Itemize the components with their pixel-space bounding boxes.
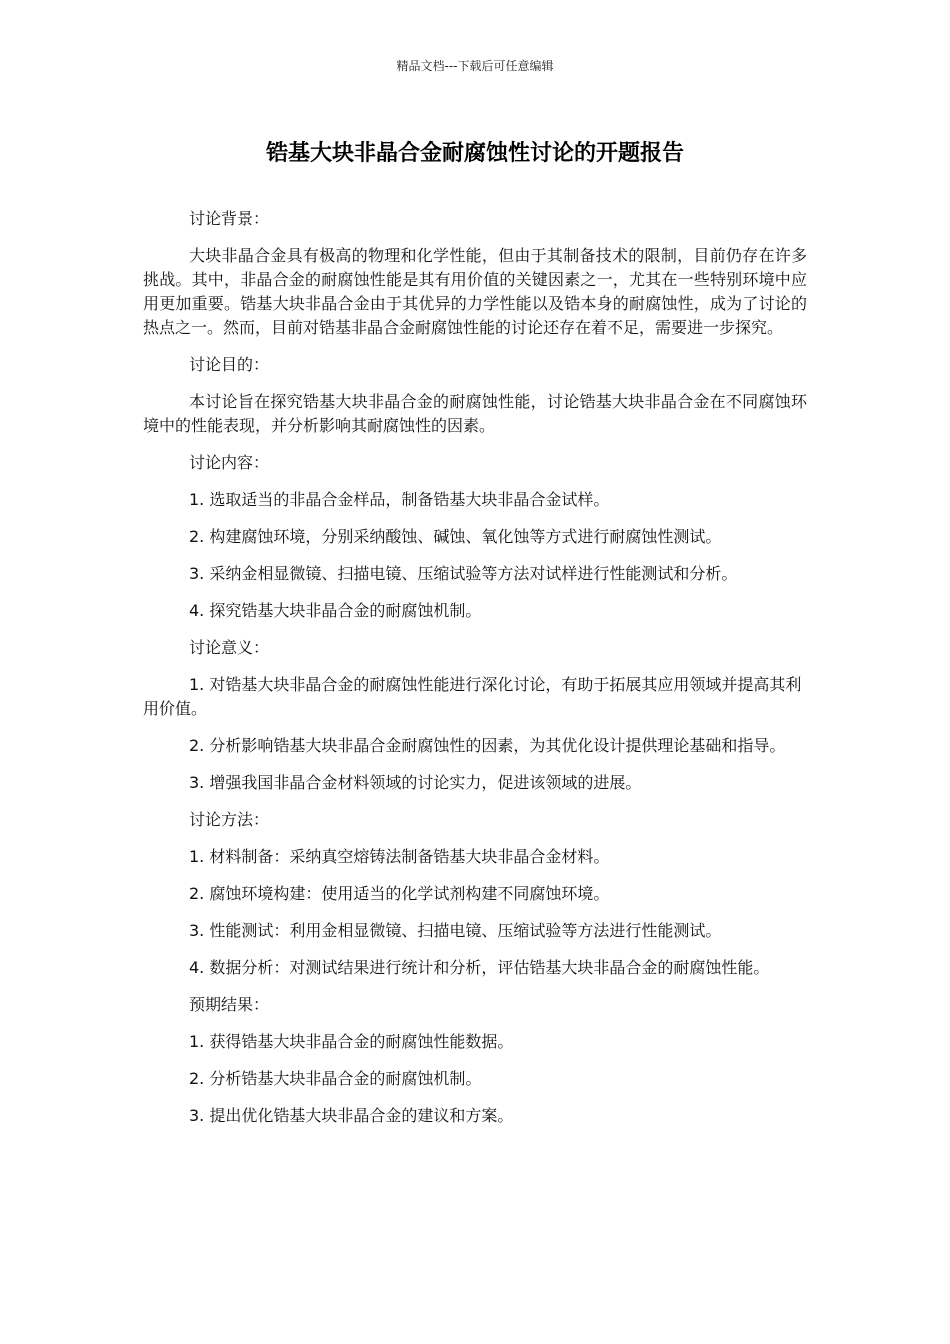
list-item: 1. 对锆基大块非晶合金的耐腐蚀性能进行深化讨论，有助于拓展其应用领域并提高其利用价值。: [143, 675, 802, 718]
list-item: 1. 材料制备：采纳真空熔铸法制备锆基大块非晶合金材料。: [189, 847, 610, 866]
document-body: [143, 207, 807, 1141]
significance-list: [143, 673, 807, 795]
list-item: 2. 构建腐蚀环境，分别采纳酸蚀、碱蚀、氧化蚀等方式进行耐腐蚀性测试。: [189, 527, 722, 546]
list-item: 3. 增强我国非晶合金材料领域的讨论实力，促进该领域的进展。: [189, 773, 642, 792]
list-item: 3. 提出优化锆基大块非晶合金的建议和方案。: [189, 1106, 514, 1125]
document-title: 锆基大块非晶合金耐腐蚀性讨论的开题报告: [265, 141, 684, 166]
list-item: 2. 分析影响锆基大块非晶合金耐腐蚀性的因素，为其优化设计提供理论基础和指导。: [189, 736, 786, 755]
list-item: 2. 分析锆基大块非晶合金的耐腐蚀机制。: [189, 1069, 482, 1088]
section-heading-purpose: 讨论目的：: [189, 355, 270, 374]
expected-list: [143, 1030, 807, 1128]
list-item: 2. 腐蚀环境构建：使用适当的化学试剂构建不同腐蚀环境。: [189, 884, 610, 903]
section-heading-methods: 讨论方法：: [189, 810, 270, 829]
list-item: 1. 获得锆基大块非晶合金的耐腐蚀性能数据。: [189, 1032, 514, 1051]
list-item: 4. 数据分析：对测试结果进行统计和分析，评估锆基大块非晶合金的耐腐蚀性能。: [189, 958, 770, 977]
section-heading-significance: 讨论意义：: [189, 638, 270, 657]
list-item: 4. 探究锆基大块非晶合金的耐腐蚀机制。: [189, 601, 482, 620]
list-item: 1. 选取适当的非晶合金样品，制备锆基大块非晶合金试样。: [189, 490, 610, 509]
list-item: 3. 采纳金相显微镜、扫描电镜、压缩试验等方法对试样进行性能测试和分析。: [189, 564, 738, 583]
content-list: [143, 488, 807, 623]
paragraph-purpose: 本讨论旨在探究锆基大块非晶合金的耐腐蚀性能，讨论锆基大块非晶合金在不同腐蚀环境中的性能表现，并分析影响其耐腐蚀性的因素。: [143, 392, 807, 435]
section-heading-content: 讨论内容：: [189, 453, 270, 472]
list-item: 3. 性能测试：利用金相显微镜、扫描电镜、压缩试验等方法进行性能测试。: [189, 921, 722, 940]
section-heading-expected: 预期结果：: [189, 995, 270, 1014]
header-note: 精品文档---下载后可任意编辑: [396, 59, 554, 73]
paragraph-background: 大块非晶合金具有极高的物理和化学性能，但由于其制备技术的限制，目前仍存在许多挑战。其中，非晶合金的耐腐蚀性能是其有用价值的关键因素之一，尤其在一些特别环境中应用更加重要。锆基大块非晶合金由于其优异的力学性能以及锆本身的耐腐蚀性，成为了讨论的热点之一。然而，目前对锆基非晶合金耐腐蚀性能的讨论还存在着不足，需要进一步探究。: [143, 246, 807, 337]
section-heading-background: 讨论背景：: [189, 209, 270, 228]
methods-list: [143, 845, 807, 980]
